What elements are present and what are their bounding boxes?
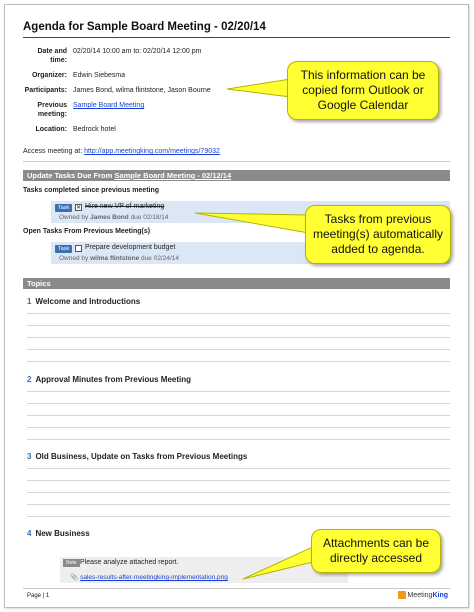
attachment bbox=[70, 573, 228, 581]
note-item bbox=[60, 557, 348, 583]
callout-attachments: Attachments can be directly accessed bbox=[311, 529, 441, 573]
task-checkbox[interactable] bbox=[75, 245, 82, 252]
owner-name: James Bond bbox=[90, 214, 129, 221]
owner-name: wilma flintstone bbox=[90, 255, 140, 262]
note-badge: Note bbox=[63, 559, 80, 567]
page-title: Agenda for Sample Board Meeting - 02/20/14 bbox=[23, 21, 266, 33]
task-text: Prepare development budget bbox=[85, 244, 176, 251]
note-lines bbox=[27, 313, 450, 373]
meta-row-location bbox=[23, 125, 323, 134]
meta-label: Previous meeting: bbox=[37, 102, 67, 118]
meta-label: Participants: bbox=[24, 87, 67, 94]
update-tasks-label: Update Tasks Due From bbox=[27, 171, 113, 180]
owner-label: Owned by bbox=[59, 214, 89, 221]
attachment-link[interactable]: sales-results-after-meetingking-implementation.png bbox=[80, 574, 228, 581]
topic-title: New Business bbox=[35, 529, 90, 538]
meta-label: Date and time: bbox=[37, 48, 67, 64]
note-lines bbox=[27, 468, 450, 528]
due-label: due bbox=[141, 255, 152, 262]
meta-value: 02/20/14 10:00 am to: 02/20/14 12:00 pm bbox=[73, 48, 202, 55]
paperclip-icon: 📎 bbox=[70, 574, 79, 581]
task-owner bbox=[59, 255, 179, 262]
footer-divider bbox=[23, 588, 450, 589]
access-meeting bbox=[23, 148, 220, 155]
note-lines bbox=[27, 391, 450, 451]
meeting-details bbox=[23, 47, 323, 140]
divider bbox=[23, 161, 450, 162]
topic-number: 1 bbox=[27, 297, 32, 306]
task-checkbox-checked[interactable]: ✕ bbox=[76, 205, 82, 211]
owner-label: Owned by bbox=[59, 255, 89, 262]
topic-heading bbox=[27, 297, 140, 306]
meta-value: Edwin Siebesma bbox=[73, 72, 126, 79]
topic-title: Welcome and Introductions bbox=[35, 297, 141, 306]
completed-tasks-heading: Tasks completed since previous meeting bbox=[23, 187, 160, 194]
logo-text-suffix: King bbox=[432, 591, 448, 599]
meeting-url-link[interactable]: http://app.meetingking.com/meetings/79032 bbox=[84, 148, 220, 155]
task-owner bbox=[59, 214, 169, 221]
due-date: 02/24/14 bbox=[153, 255, 180, 262]
title-divider bbox=[23, 37, 450, 38]
callout-tasks: Tasks from previous meeting(s) automatically added to agenda. bbox=[305, 205, 451, 264]
due-date: 02/18/14 bbox=[143, 214, 169, 221]
topic-number: 4 bbox=[27, 529, 32, 538]
access-label: Access meeting at: bbox=[23, 148, 83, 155]
due-label: due bbox=[130, 214, 142, 221]
task-badge: Task bbox=[55, 204, 72, 212]
topic-number: 2 bbox=[27, 375, 32, 384]
meta-value: Bedrock hotel bbox=[73, 126, 116, 133]
page-number: Page | 1 bbox=[27, 593, 50, 599]
task-badge: Task bbox=[55, 245, 72, 253]
topics-bar: Topics bbox=[23, 278, 450, 289]
meetingking-logo bbox=[398, 591, 448, 599]
meta-row-previous-meeting bbox=[23, 101, 323, 119]
meta-value: James Bond, wilma flintstone, Jason Bourne bbox=[73, 87, 211, 94]
callout-calendar: This information can be copied form Outlook or Google Calendar bbox=[287, 61, 439, 120]
logo-text-prefix: Meeting bbox=[407, 591, 433, 599]
meta-row-date bbox=[23, 47, 323, 65]
update-tasks-bar bbox=[23, 170, 450, 181]
topic-title: Approval Minutes from Previous Meeting bbox=[35, 375, 192, 384]
meta-label: Location: bbox=[35, 126, 67, 133]
topic-heading bbox=[27, 452, 247, 461]
meta-row-participants bbox=[23, 86, 323, 95]
open-tasks-heading: Open Tasks From Previous Meeting(s) bbox=[23, 228, 151, 235]
task-text: Hire new VP of marketing bbox=[85, 203, 165, 210]
topic-heading bbox=[27, 375, 191, 384]
meta-label: Organizer: bbox=[31, 72, 67, 79]
topic-number: 3 bbox=[27, 452, 32, 461]
source-meeting-link[interactable]: Sample Board Meeting - 02/12/14 bbox=[114, 171, 232, 180]
topic-heading bbox=[27, 529, 90, 538]
topic-title: Old Business, Update on Tasks from Previous Meetings bbox=[35, 452, 248, 461]
agenda-page bbox=[4, 4, 469, 608]
note-text: Please analyze attached report. bbox=[80, 559, 179, 566]
previous-meeting-link[interactable]: Sample Board Meeting bbox=[73, 102, 145, 109]
logo-icon bbox=[398, 591, 406, 599]
meta-row-organizer bbox=[23, 71, 323, 80]
